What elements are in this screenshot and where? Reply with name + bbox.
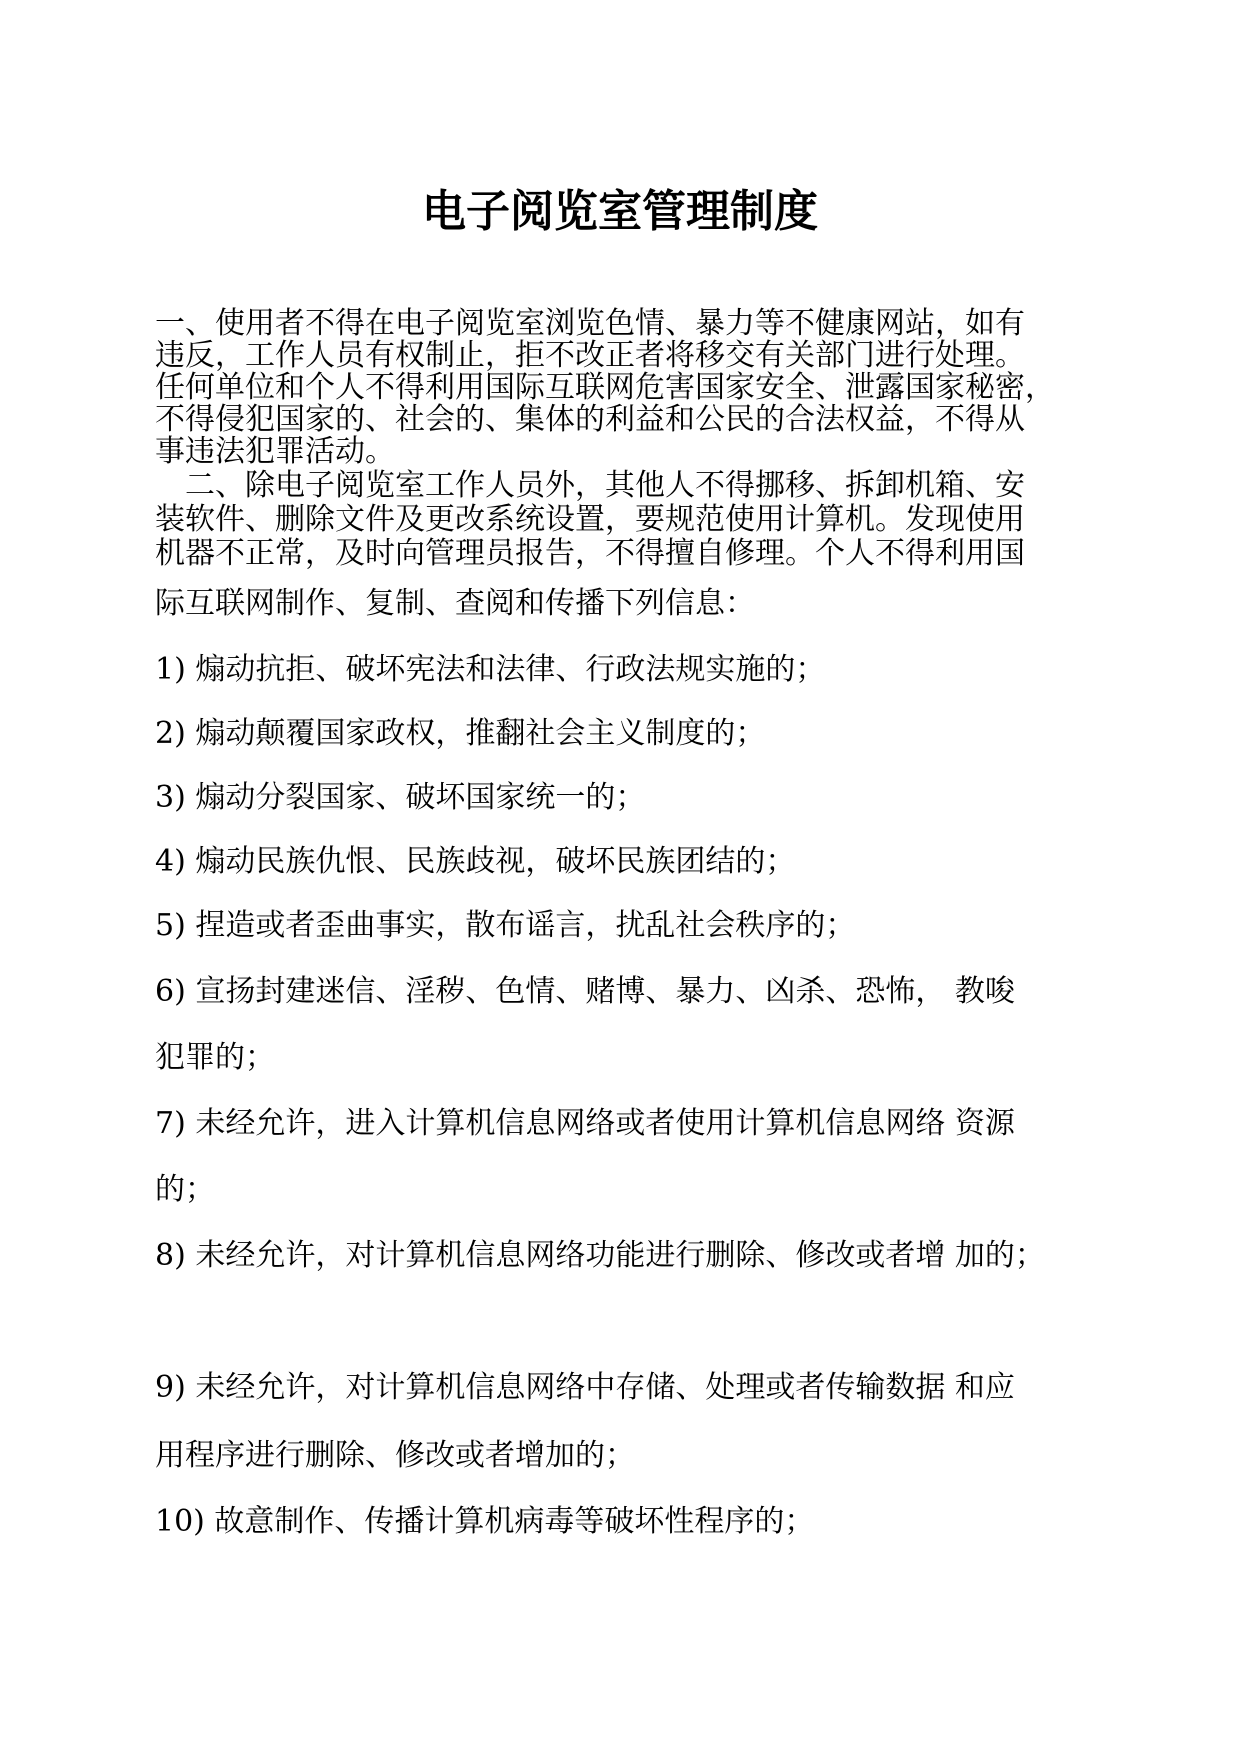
paragraph-line: 事违法犯罪活动。 — [155, 434, 395, 469]
list-item: 5) 捏造或者歪曲事实，散布谣言，扰乱社会秩序的； — [155, 908, 856, 943]
paragraph-line: 一、使用者不得在电子阅览室浏览色情、暴力等不健康网站，如有 — [155, 306, 1025, 341]
list-item: 的； — [155, 1172, 215, 1207]
list-item: 犯罪的； — [155, 1040, 275, 1075]
paragraph-line: 违反，工作人员有权制止，拒不改正者将移交有关部门进行处理。 — [155, 338, 1025, 373]
list-item: 3) 煽动分裂国家、破坏国家统一的； — [155, 780, 646, 815]
list-item: 7) 未经允许，进入计算机信息网络或者使用计算机信息网络 资源 — [155, 1106, 1015, 1141]
list-item: 8) 未经允许，对计算机信息网络功能进行删除、修改或者增 加的； — [155, 1238, 1045, 1273]
paragraph-line: 装软件、删除文件及更改系统设置，要规范使用计算机。发现使用 — [155, 502, 1025, 537]
list-item: 用程序进行删除、修改或者增加的； — [155, 1438, 635, 1473]
list-item: 9) 未经允许，对计算机信息网络中存储、处理或者传输数据 和应 — [155, 1370, 1015, 1405]
list-item: 1) 煽动抗拒、破坏宪法和法律、行政法规实施的； — [155, 652, 826, 687]
paragraph-line: 不得侵犯国家的、社会的、集体的利益和公民的合法权益，不得从 — [155, 402, 1025, 437]
paragraph-line: 二、除电子阅览室工作人员外，其他人不得挪移、拆卸机箱、安 — [155, 468, 1025, 503]
paragraph-line: 任何单位和个人不得利用国际互联网危害国家安全、泄露国家秘密， — [155, 370, 1055, 405]
list-item: 4) 煽动民族仇恨、民族歧视，破坏民族团结的； — [155, 844, 796, 879]
paragraph-line: 际互联网制作、复制、查阅和传播下列信息： — [155, 586, 755, 621]
page-title: 电子阅览室管理制度 — [422, 186, 818, 237]
list-item: 2) 煽动颠覆国家政权，推翻社会主义制度的； — [155, 716, 766, 751]
paragraph-line: 机器不正常，及时向管理员报告，不得擅自修理。个人不得利用国 — [155, 536, 1025, 571]
list-item: 6) 宣扬封建迷信、淫秽、色情、赌博、暴力、凶杀、恐怖， 教唆 — [155, 974, 1015, 1009]
list-item: 10) 故意制作、传播计算机病毒等破坏性程序的； — [155, 1504, 815, 1539]
